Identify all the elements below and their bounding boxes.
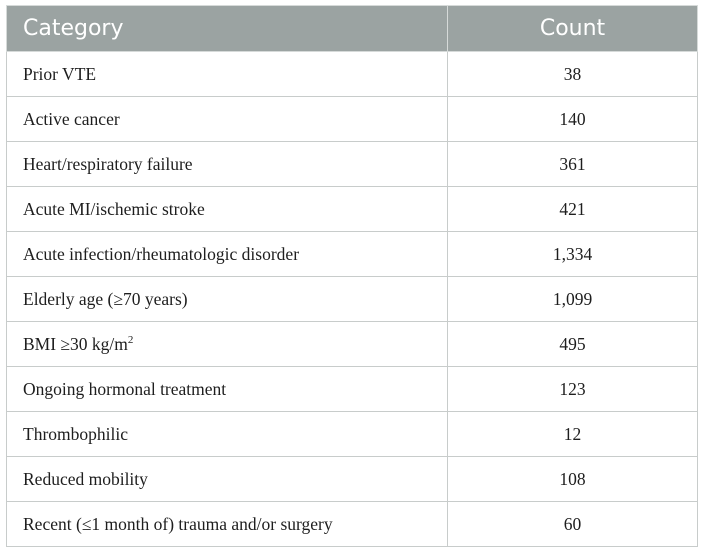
table-row (7, 277, 698, 322)
table-row (7, 187, 698, 232)
count-cell: 60 (448, 502, 698, 547)
column-header-count: Count (448, 6, 698, 52)
count-cell: 361 (448, 142, 698, 187)
count-cell: 123 (448, 367, 698, 412)
table-row (7, 52, 698, 97)
category-cell: Heart/respiratory failure (7, 142, 448, 187)
category-text: BMI ≥30 kg/m (23, 333, 128, 354)
count-cell: 495 (448, 322, 698, 367)
count-cell: 108 (448, 457, 698, 502)
risk-factor-table-container (6, 5, 697, 547)
count-cell: 421 (448, 187, 698, 232)
category-cell: Acute MI/ischemic stroke (7, 187, 448, 232)
table-row (7, 502, 698, 547)
table-row (7, 97, 698, 142)
category-cell: Reduced mobility (7, 457, 448, 502)
count-cell: 12 (448, 412, 698, 457)
risk-factor-table (6, 5, 698, 547)
table-row (7, 412, 698, 457)
column-header-category: Category (7, 6, 448, 52)
table-row (7, 232, 698, 277)
count-cell: 1,334 (448, 232, 698, 277)
superscript-exponent: 2 (127, 333, 134, 346)
table-row (7, 322, 698, 367)
category-cell: Recent (≤1 month of) trauma and/or surgery (7, 502, 448, 547)
count-cell: 1,099 (448, 277, 698, 322)
category-cell: Ongoing hormonal treatment (7, 367, 448, 412)
count-cell: 140 (448, 97, 698, 142)
category-cell: Thrombophilic (7, 412, 448, 457)
header-row (7, 6, 698, 52)
category-cell: Prior VTE (7, 52, 448, 97)
table-row (7, 457, 698, 502)
category-cell (7, 322, 448, 367)
table-row (7, 367, 698, 412)
table-header (7, 6, 698, 52)
table-row (7, 142, 698, 187)
category-cell: Elderly age (≥70 years) (7, 277, 448, 322)
category-cell: Active cancer (7, 97, 448, 142)
category-cell: Acute infection/rheumatologic disorder (7, 232, 448, 277)
table-body (7, 52, 698, 547)
count-cell: 38 (448, 52, 698, 97)
